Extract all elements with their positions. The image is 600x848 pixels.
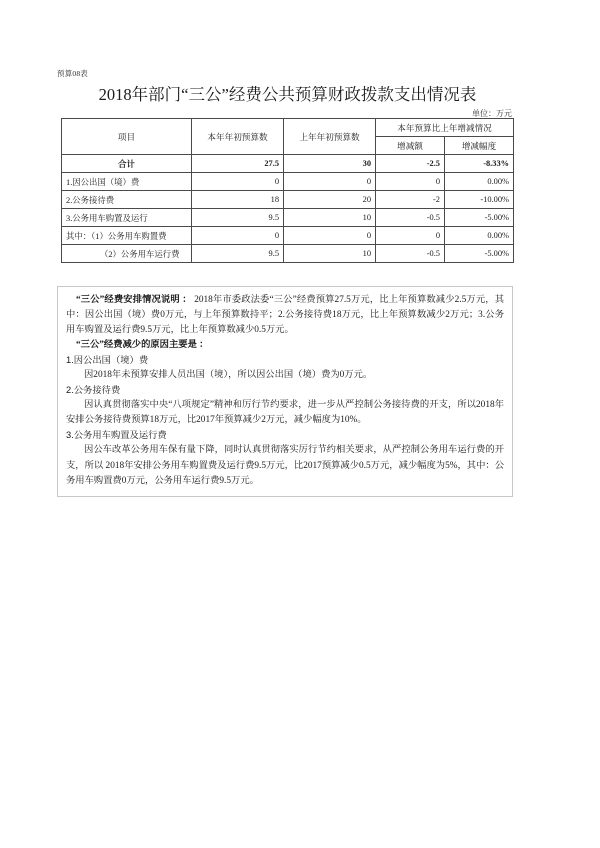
note-lead-label: “三公”经费安排情况说明 ： [76,295,192,305]
cell-current-year: 0 [192,173,284,191]
cell-previous-year: 0 [284,227,376,245]
cell-previous-year: 10 [284,245,376,263]
cell-item: 2.公务接待费 [62,191,192,209]
note-items-container [66,353,504,488]
note-paragraph: 因认真贯彻落实中央“八项规定”精神和厉行节约要求，进一步从严控制公务接待费的开支，所以2018年安排公务接待费预算18万元，比2017年预算减少2万元，减少幅度为10%。 [66,400,504,426]
column-header-change-amount: 增减额 [376,137,445,155]
note-subheading: 2.公务接待费 [66,385,121,396]
unit-note-label: 单位：万元 [472,109,512,118]
cell-change-rate: -10.00% [445,191,514,209]
cell-item: 其中：（1）公务用车购置费 [62,227,192,245]
cell-change-amount: -0.5 [376,245,445,263]
table-row [62,227,514,245]
note-paragraph: 因2018年未预算安排人员出国（境），所以因公出国（境）费为0万元。 [84,370,373,381]
budget-expenditure-table [61,118,514,263]
cell-change-rate: 0.00% [445,227,514,245]
cell-item: （2）公务用车运行费 [62,245,192,263]
note-lead-paragraph [66,293,504,338]
table-row [62,245,514,263]
cell-change-rate: -5.00% [445,209,514,227]
note-subheading: 1.因公出国（境）费 [66,355,149,366]
cell-change-rate: -5.00% [445,245,514,263]
cell-change-amount: -0.5 [376,209,445,227]
cell-change-rate: -8.33% [445,155,514,173]
cell-previous-year: 10 [284,209,376,227]
table-row [62,209,514,227]
cell-current-year: 9.5 [192,245,284,263]
note-reason-heading: “三公”经费减少的原因主要是 ： [76,340,209,351]
note-paragraph: 因公车改革公务用车保有量下降，同时认真贯彻落实厉行节约相关要求，从严控制公务用车运行费的开支，所以 2018年安排公务用车购置费及运行费9.5万元，比2017预算减少0.5万元，减少幅度为5%，其中：公务用车购置费0万元，公务用车运行费9.5万元。 [66,445,504,486]
cell-current-year: 9.5 [192,209,284,227]
cell-item: 1.因公出国（境）费 [62,173,192,191]
column-header-change-group: 本年预算比上年增减情况 [376,119,514,137]
table-row [62,155,514,173]
table-body [62,155,514,263]
form-code-label: 预算08表 [57,69,88,78]
cell-current-year: 18 [192,191,284,209]
note-lead-body: 2018年市委政法委“三公”经费预算27.5万元，比上年预算数减少2.5万元，其中：因公出国（境）费0万元，与上年预算数持平；2.公务接待费18万元，比上年预算数减少2万元；3.公务用车购置及运行费9.5万元，比上年预算数减少0.5万元。 [66,295,504,336]
page-title: 2018年部门“三公”经费公共预算财政拨款支出情况表 [98,85,477,104]
column-header-item: 项目 [62,119,192,155]
table-row [62,173,514,191]
cell-current-year: 0 [192,227,284,245]
cell-change-rate: 0.00% [445,173,514,191]
column-header-change-rate: 增减幅度 [445,137,514,155]
table-header-row-primary [62,119,514,137]
cell-item: 合计 [62,155,192,173]
column-header-current-year: 本年年初预算数 [192,119,284,155]
cell-change-amount: 0 [376,227,445,245]
cell-change-amount: 0 [376,173,445,191]
cell-item: 3.公务用车购置及运行 [62,209,192,227]
table-header [62,119,514,155]
cell-current-year: 27.5 [192,155,284,173]
cell-previous-year: 0 [284,173,376,191]
note-subheading: 3.公务用车购置及运行费 [66,430,167,441]
cell-change-amount: -2 [376,191,445,209]
cell-change-amount: -2.5 [376,155,445,173]
table-row [62,191,514,209]
column-header-previous-year: 上年年初预算数 [284,119,376,155]
cell-previous-year: 30 [284,155,376,173]
cell-previous-year: 20 [284,191,376,209]
explanation-note-box [57,286,513,497]
